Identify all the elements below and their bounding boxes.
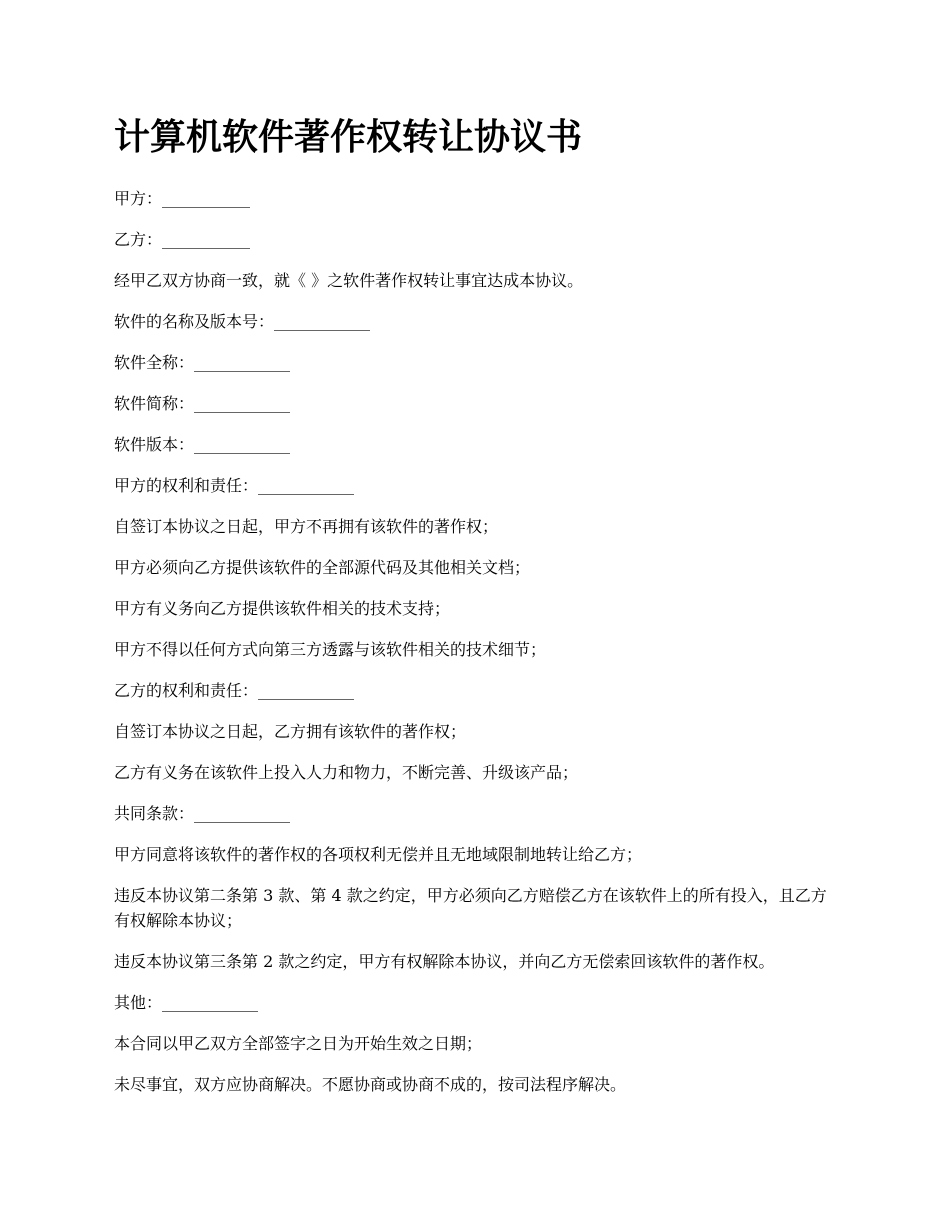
party-a-clause-4: 甲方不得以任何方式向第三方透露与该软件相关的技术细节； xyxy=(114,640,547,659)
document-page xyxy=(114,112,840,1113)
party-a-clause-2: 甲方必须向乙方提供该软件的全部源代码及其他相关文档； xyxy=(114,558,531,577)
software-full-name-line: 软件全称：____________ xyxy=(114,353,291,372)
other-clause-1: 本合同以甲乙双方全部签字之日为开始生效之日期； xyxy=(114,1034,483,1053)
other-heading: 其他：____________ xyxy=(114,993,259,1012)
agreement-intro: 经甲乙双方协商一致，就《 》之软件著作权转让事宜达成本协议。 xyxy=(114,271,584,290)
party-b-line: 乙方：___________ xyxy=(114,230,251,249)
party-b-rights-heading: 乙方的权利和责任：____________ xyxy=(114,681,355,700)
party-b-clause-2: 乙方有义务在该软件上投入人力和物力，不断完善、升级该产品； xyxy=(114,763,579,782)
common-terms-heading: 共同条款：____________ xyxy=(114,804,291,823)
software-version-line: 软件版本：____________ xyxy=(114,435,291,454)
common-clause-2: 违反本协议第二条第 3 款、第 4 款之约定，甲方必须向乙方赔偿乙方在该软件上的所有投入，且乙方有权解除本协议； xyxy=(114,886,827,930)
document-title: 计算机软件著作权转让协议书 xyxy=(114,117,583,158)
common-clause-3: 违反本协议第三条第 2 款之约定，甲方有权解除本协议，并向乙方无偿索回该软件的著作权。 xyxy=(114,952,775,971)
common-clause-1: 甲方同意将该软件的著作权的各项权利无偿并且无地域限制地转让给乙方； xyxy=(114,845,643,864)
other-clause-2: 未尽事宜，双方应协商解决。不愿协商或协商不成的，按司法程序解决。 xyxy=(114,1075,627,1094)
party-a-rights-heading: 甲方的权利和责任：____________ xyxy=(114,476,355,495)
party-a-clause-1: 自签订本协议之日起，甲方不再拥有该软件的著作权； xyxy=(114,517,499,536)
party-b-clause-1: 自签订本协议之日起，乙方拥有该软件的著作权； xyxy=(114,722,467,741)
software-name-version-line: 软件的名称及版本号：____________ xyxy=(114,312,371,331)
software-short-name-line: 软件简称：____________ xyxy=(114,394,291,413)
party-a-clause-3: 甲方有义务向乙方提供该软件相关的技术支持； xyxy=(114,599,451,618)
party-a-line: 甲方：___________ xyxy=(114,189,251,208)
